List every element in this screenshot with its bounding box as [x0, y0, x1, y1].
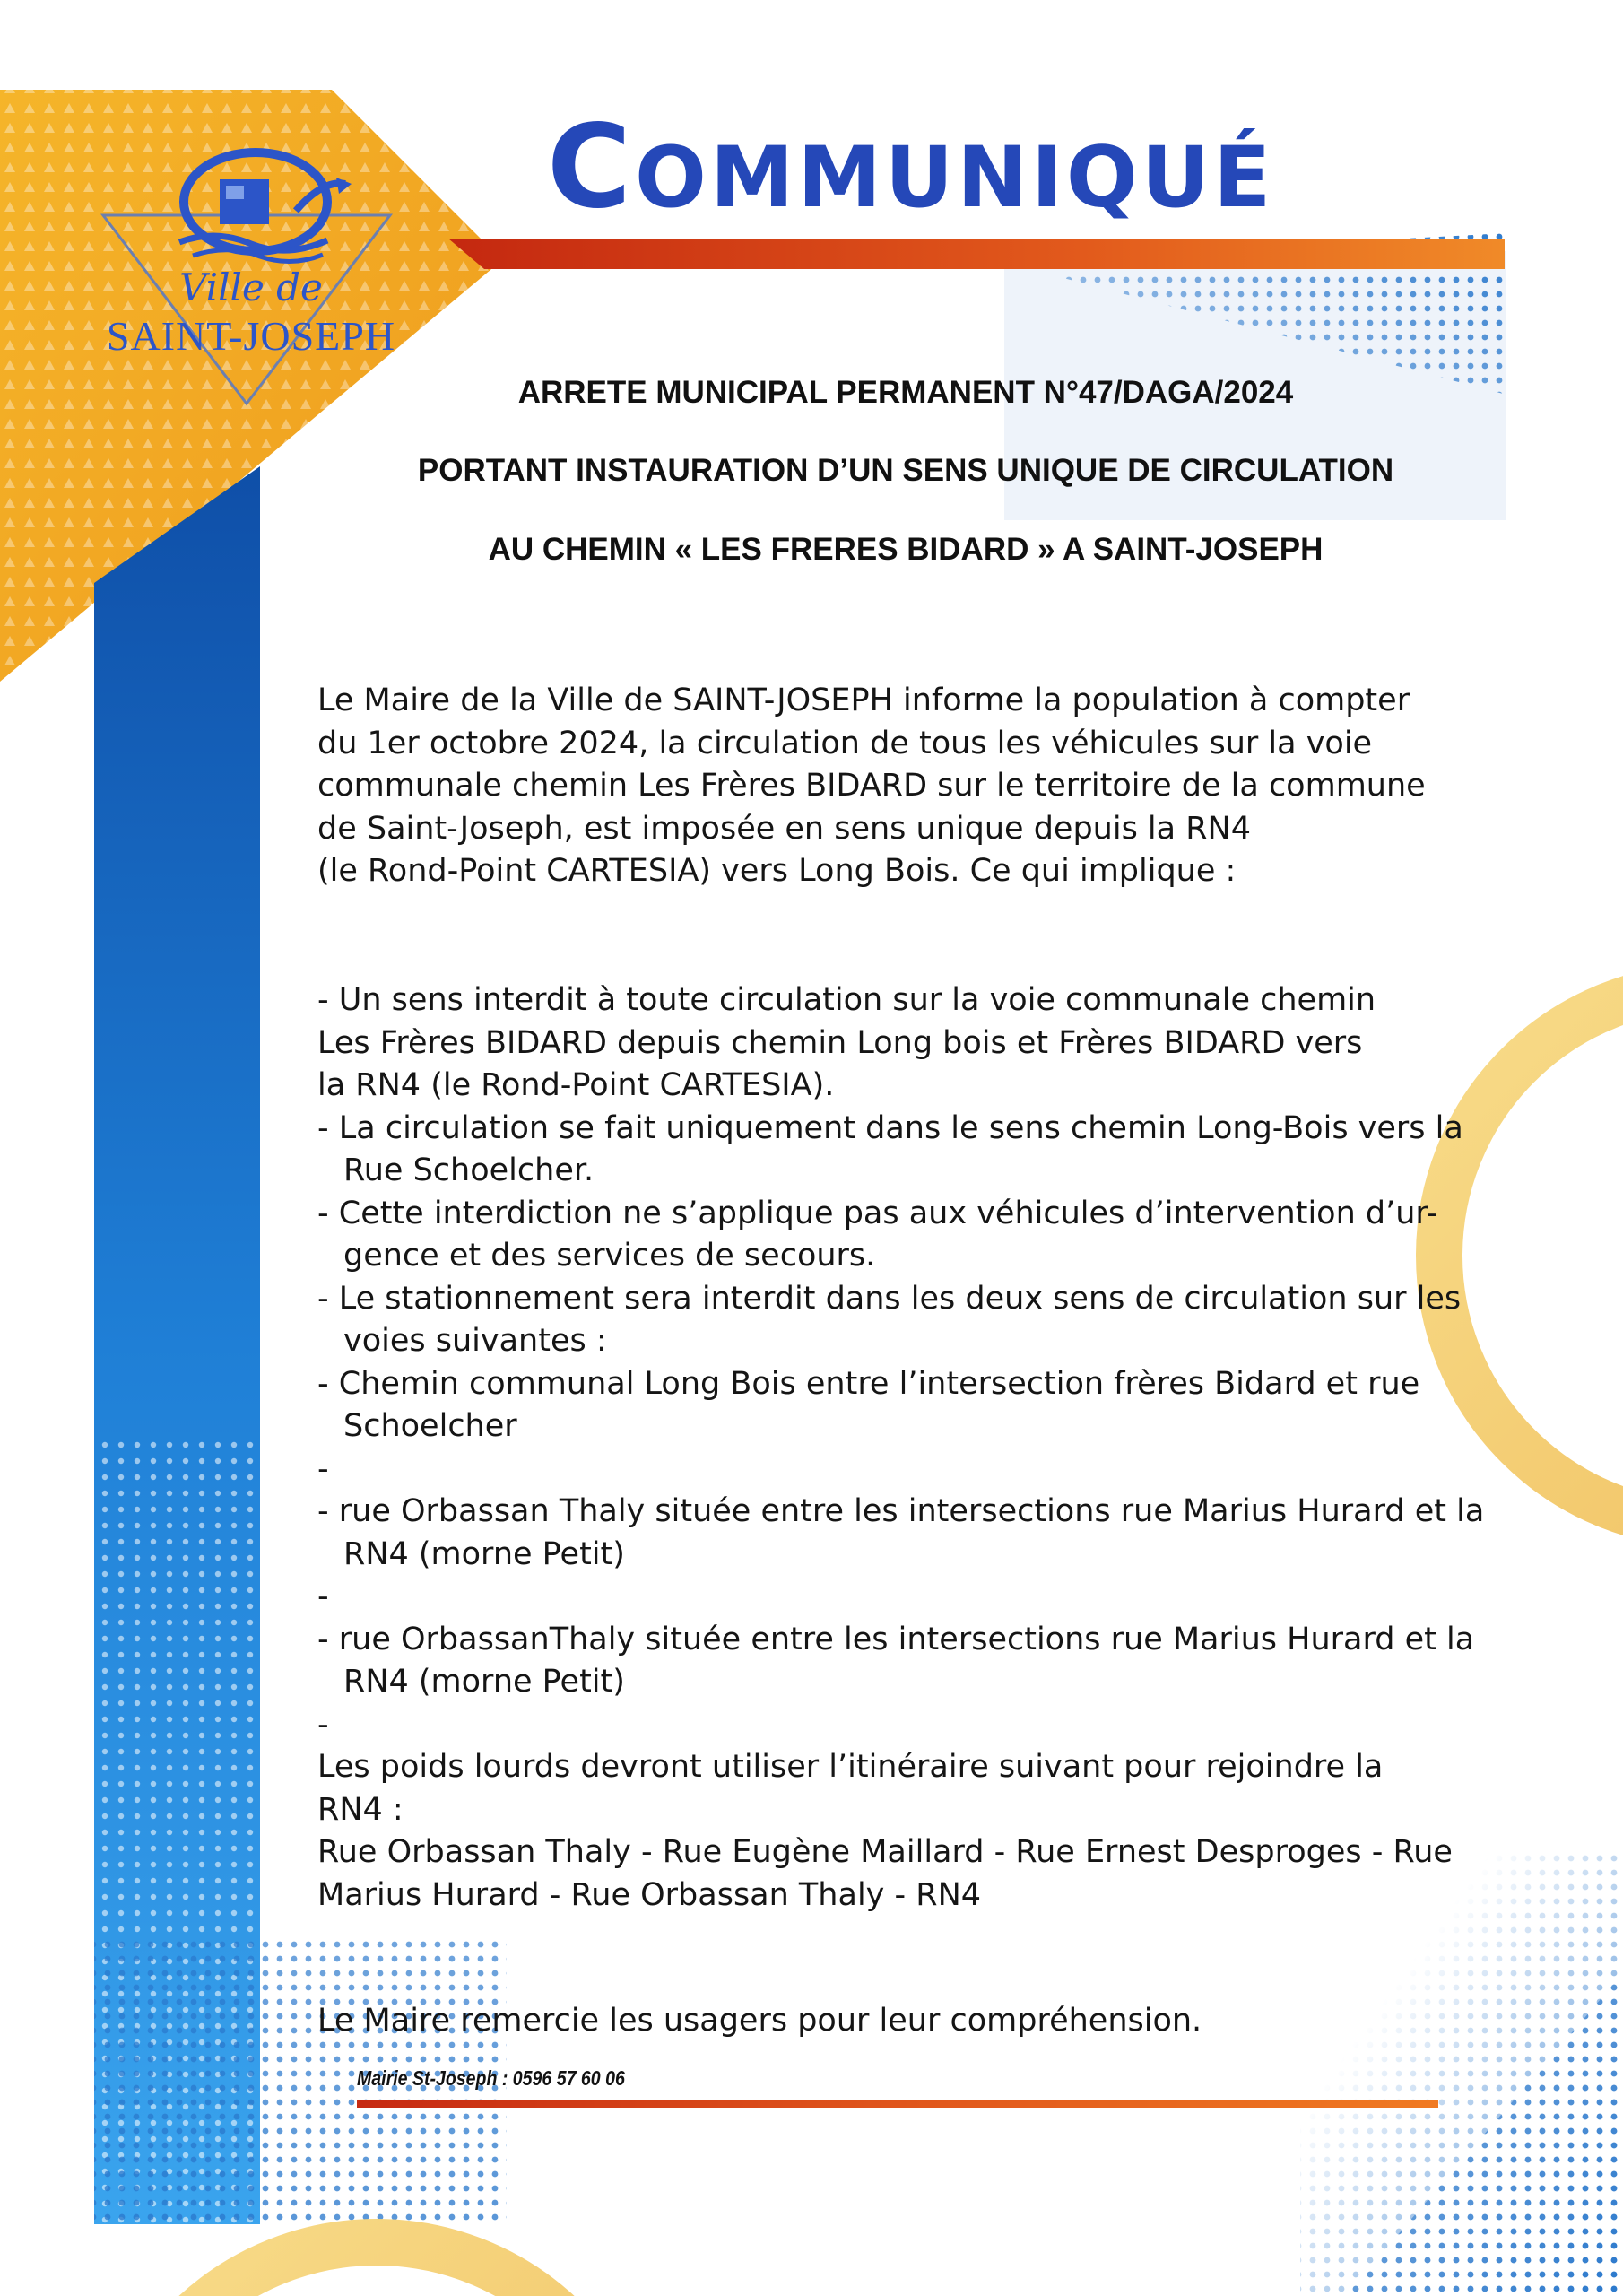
list-item: - rue OrbassanThaly située entre les intersections rue Marius Hurard et la RN4 (morne Petit) [317, 1621, 1475, 1700]
heavy-vehicles-line: Rue Orbassan Thaly - Rue Eugène Maillard - Rue Ernest Desproges - Rue [317, 1834, 1453, 1870]
list-item-first-line: la RN4 (le Rond-Point CARTESIA). [317, 1067, 835, 1103]
list-item: - Cette interdiction ne s’applique pas aux véhicules d’intervention d’ur-gence et des services de secours. [317, 1195, 1438, 1274]
logo-city-text: SAINT-JOSEPH [106, 313, 396, 359]
list-item: - rue Orbassan Thaly située entre les intersections rue Marius Hurard et la RN4 (morne Petit) [317, 1493, 1485, 1572]
heavy-vehicles-line: Marius Hurard - Rue Orbassan Thaly - RN4 [317, 1876, 982, 1913]
list-item: - [317, 1706, 329, 1743]
intro-line: (le Rond-Point CARTESIA) vers Long Bois. Ce qui implique : [317, 853, 1237, 889]
contact-phone: Mairie St-Joseph : 0596 57 60 06 [357, 2066, 625, 2090]
heading-arrete: ARRETE MUNICIPAL PERMANENT N°47/DAGA/2024 [517, 375, 1294, 410]
list-item: - La circulation se fait uniquement dans le sens chemin Long-Bois vers la Rue Schoelcher. [317, 1109, 1463, 1188]
heavy-vehicles-line: Les poids lourds devront utiliser l’itinéraire suivant pour rejoindre la [317, 1749, 1384, 1785]
gold-ring-bottom [108, 2242, 646, 2296]
list-item: - Chemin communal Long Bois entre l’intersection frères Bidard et rue Schoelcher [317, 1365, 1420, 1444]
heading-chemin: AU CHEMIN « LES FRERES BIDARD » A SAINT-JOSEPH [488, 532, 1324, 567]
list-item: - [317, 1450, 329, 1487]
page-title [547, 100, 1274, 234]
intro-paragraph [317, 680, 1510, 893]
footer-divider [357, 2100, 1438, 2108]
intro-line: du 1er octobre 2024, la circulation de tous les véhicules sur la voie [317, 725, 1373, 761]
heavy-vehicles-line: RN4 : [317, 1791, 404, 1828]
intro-line: communale chemin Les Frères BIDARD sur le territoire de la commune [317, 768, 1426, 804]
list-item: - Le stationnement sera interdit dans les deux sens de circulation sur les voies suivantes : [317, 1280, 1462, 1359]
title-stripe [448, 239, 1505, 269]
title-first-letter: C [547, 100, 635, 234]
list-item: - [317, 1578, 329, 1614]
intro-line: Le Maire de la Ville de SAINT-JOSEPH informe la population à compter [317, 683, 1410, 718]
list-item-first-line: - Un sens interdit à toute circulation sur la voie communale chemin [317, 982, 1376, 1018]
measures-list [317, 979, 1519, 1917]
list-item-first-line: Les Frères BIDARD depuis chemin Long bois et Frères BIDARD vers [317, 1024, 1363, 1061]
thanks-line: Le Maire remercie les usagers pour leur compréhension. [317, 2003, 1202, 2039]
title-rest: OMMUNIQUÉ [634, 129, 1275, 227]
logo-ville-text: Ville de [179, 265, 323, 309]
heading-portant: PORTANT INSTAURATION D’UN SENS UNIQUE DE CIRCULATION [417, 453, 1394, 488]
intro-line: de Saint-Joseph, est imposée en sens unique depuis la RN4 [317, 810, 1251, 847]
